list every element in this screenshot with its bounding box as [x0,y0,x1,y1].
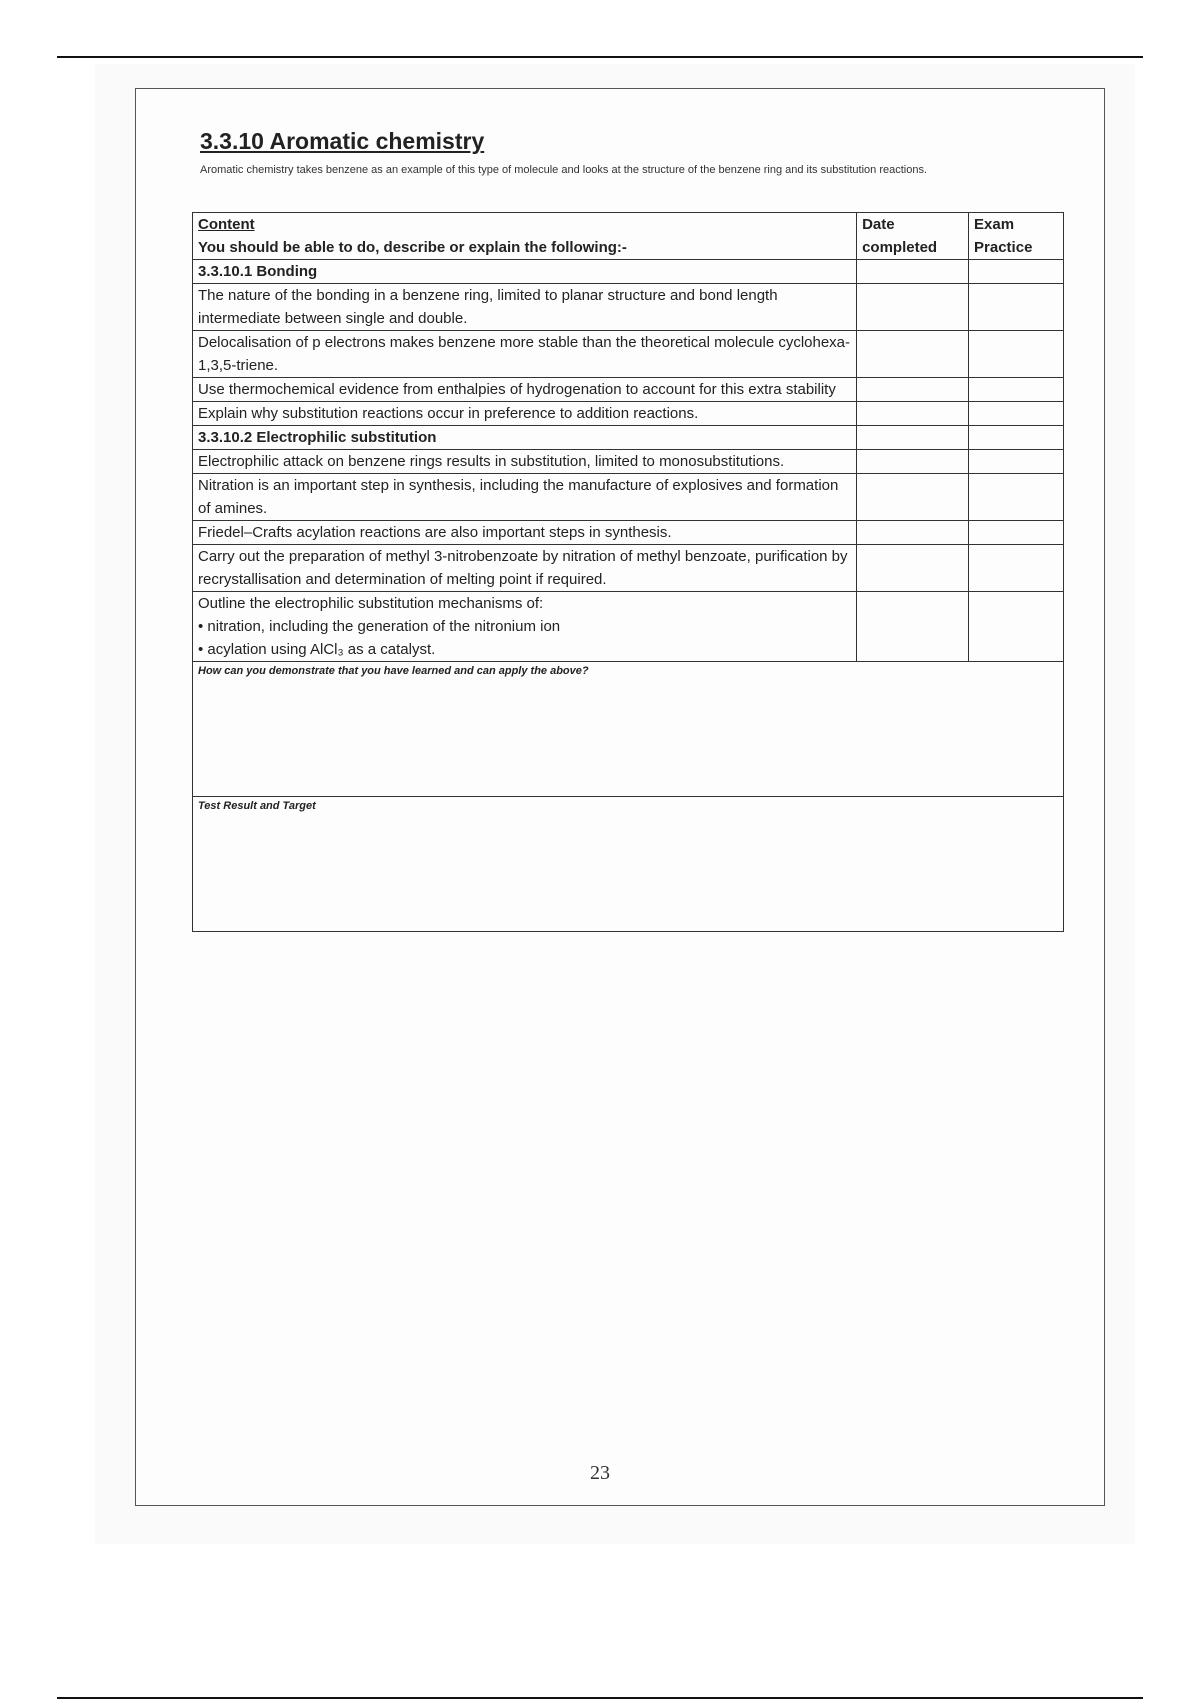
checklist-table [192,212,1064,932]
date-completed-cell[interactable] [857,521,969,545]
demonstrate-box [193,662,1064,797]
bottom-rule [57,1697,1143,1699]
content-cell: Friedel–Crafts acylation reactions are also important steps in synthesis. [193,521,857,545]
subsection-heading: 3.3.10.2 Electrophilic substitution [193,426,857,450]
demonstrate-cell[interactable] [193,662,1064,797]
exam-practice-cell[interactable] [969,521,1064,545]
exam-header-line2: Practice [974,239,1033,256]
table-row [193,545,1064,592]
date-completed-cell[interactable] [857,402,969,426]
exam-practice-cell[interactable] [969,474,1064,521]
table-row [193,426,1064,450]
date-completed-cell[interactable] [857,331,969,378]
list-item: • acylation using AlCl₃ as a catalyst. [198,638,851,661]
exam-practice-cell[interactable] [969,284,1064,331]
exam-practice-cell[interactable] [969,426,1064,450]
mechanisms-list [198,615,851,661]
table-row [193,378,1064,402]
date-completed-cell[interactable] [857,426,969,450]
content-header: Content [198,216,255,233]
test-result-box [193,797,1064,932]
date-completed-cell[interactable] [857,592,969,662]
header-row [193,213,1064,260]
mechanisms-intro: Outline the electrophilic substitution mechanisms of: [198,595,544,612]
content-header-cell [193,213,857,260]
date-completed-cell[interactable] [857,545,969,592]
table-row [193,284,1064,331]
table-row [193,331,1064,378]
table-row [193,402,1064,426]
content-cell: Carry out the preparation of methyl 3-nitrobenzoate by nitration of methyl benzoate, purification by recrystallisation and determination of melting point if required. [193,545,857,592]
table-row [193,260,1064,284]
content-cell: Electrophilic attack on benzene rings results in substitution, limited to monosubstitutions. [193,450,857,474]
exam-practice-cell[interactable] [969,402,1064,426]
exam-practice-cell[interactable] [969,450,1064,474]
table-row [193,521,1064,545]
content-cell [193,592,857,662]
list-item: • nitration, including the generation of the nitronium ion [198,615,851,638]
content-cell: Delocalisation of p electrons makes benzene more stable than the theoretical molecule cyclohexa-1,3,5-triene. [193,331,857,378]
exam-header-line1: Exam [974,216,1015,233]
exam-header-cell [969,213,1064,260]
exam-practice-cell[interactable] [969,378,1064,402]
instruction-header: You should be able to do, describe or explain the following:- [198,239,627,256]
page-number: 23 [590,1462,610,1484]
demonstrate-prompt: How can you demonstrate that you have learned and can apply the above? [198,665,589,677]
date-header-line2: completed [862,239,938,256]
content-cell: The nature of the bonding in a benzene ring, limited to planar structure and bond length intermediate between single and double. [193,284,857,331]
section-title: 3.3.10 Aromatic chemistry [200,128,485,154]
date-completed-cell[interactable] [857,378,969,402]
date-header-cell [857,213,969,260]
exam-practice-cell[interactable] [969,592,1064,662]
test-result-cell[interactable] [193,797,1064,932]
date-completed-cell[interactable] [857,474,969,521]
exam-practice-cell[interactable] [969,545,1064,592]
exam-practice-cell[interactable] [969,331,1064,378]
table-row [193,450,1064,474]
content-cell: Use thermochemical evidence from enthalpies of hydrogenation to account for this extra stability [193,378,857,402]
content-cell: Explain why substitution reactions occur in preference to addition reactions. [193,402,857,426]
date-completed-cell[interactable] [857,284,969,331]
table-row [193,592,1064,662]
date-completed-cell[interactable] [857,260,969,284]
top-rule [57,56,1143,58]
content-cell: Nitration is an important step in synthesis, including the manufacture of explosives and formation of amines. [193,474,857,521]
date-header-line1: Date [862,216,895,233]
table-row [193,474,1064,521]
section-intro: Aromatic chemistry takes benzene as an example of this type of molecule and looks at the structure of the benzene ring and its substitution reactions. [200,164,928,176]
exam-practice-cell[interactable] [969,260,1064,284]
subsection-heading: 3.3.10.1 Bonding [193,260,857,284]
date-completed-cell[interactable] [857,450,969,474]
test-result-prompt: Test Result and Target [198,800,316,812]
